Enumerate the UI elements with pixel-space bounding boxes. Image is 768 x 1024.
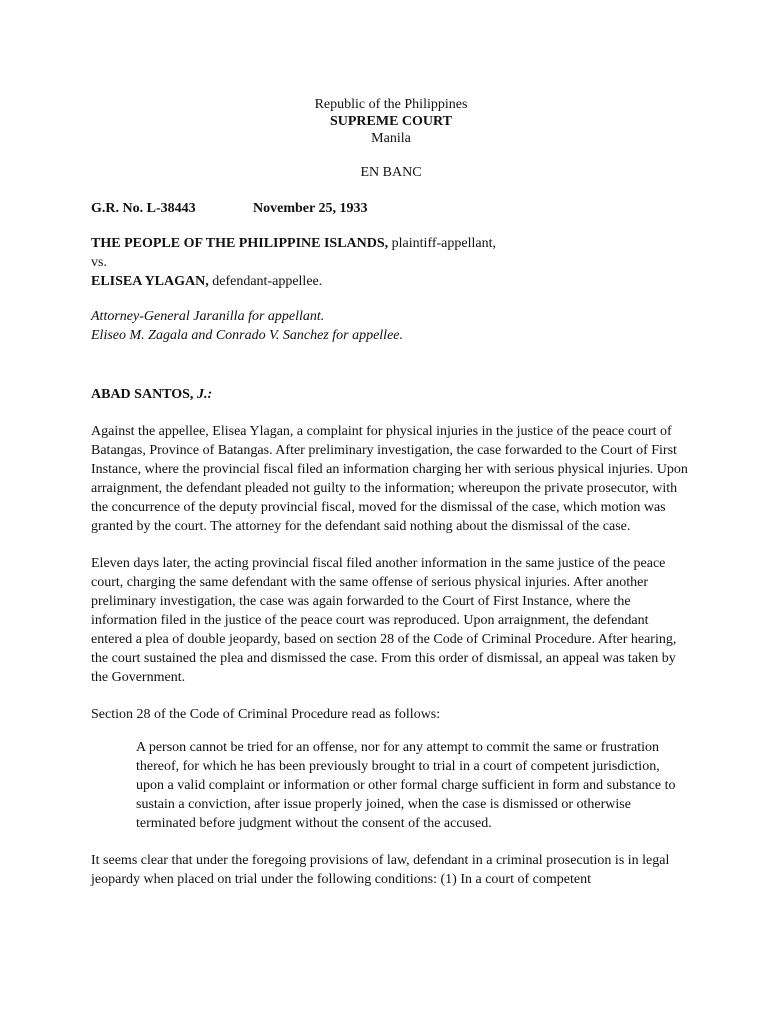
body-paragraph-3: Section 28 of the Code of Criminal Procedure read as follows: <box>91 707 441 722</box>
plaintiff-role: plaintiff-appellant, <box>388 236 496 251</box>
city-line: Manila <box>371 131 411 146</box>
division-line: EN BANC <box>360 165 422 180</box>
case-number-line <box>91 199 691 218</box>
defendant-name: ELISEA YLAGAN, <box>91 274 209 289</box>
body-paragraph-1: Against the appellee, Elisea Ylagan, a complaint for physical injuries in the justice of the peace court of Batangas, Province of Batangas. After preliminary investigation, the case forwarded to the Court of First Instance, where the provincial fiscal filed an information charging her with serious physical injuries. Upon arraignment, the defendant pleaded not guilty to the information; whereupon the private prosecutor, with the concurrence of the deputy provincial fiscal, moved for the dismissal of the case, which motion was granted by the court. The attorney for the defendant said nothing about the dismissal of the case. <box>91 424 688 534</box>
ponente-name: ABAD SANTOS, <box>91 387 194 402</box>
plaintiff-name: THE PEOPLE OF THE PHILIPPINE ISLANDS, <box>91 236 389 251</box>
defendant-role: defendant-appellee. <box>208 274 323 289</box>
quoted-provision: A person cannot be tried for an offense, nor for any attempt to commit the same or frustration thereof, for which he has been previously brought to trial in a court of competent jurisdiction, upon a valid complaint or information or other formal charge sufficient in form and substance to sustain a conviction, after issue properly joined, when the case is dismissed or otherwise terminated before judgment without the consent of the accused. <box>136 740 676 831</box>
defendant-line <box>91 272 691 291</box>
case-parties <box>91 234 691 291</box>
counsel-block <box>91 307 691 345</box>
republic-line: Republic of the Philippines <box>314 97 468 112</box>
document-header <box>91 96 691 181</box>
counsel-appellee: Eliseo M. Zagala and Conrado V. Sanchez for appellee. <box>91 328 403 343</box>
body-paragraph-2: Eleven days later, the acting provincial fiscal filed another information in the same justice of the peace court, charging the same defendant with the same offense of serious physical injuries. After another preliminary investigation, the case was again forwarded to the Court of First Instance, where the information filed in the justice of the peace court was reproduced. Upon arraignment, the defendant entered a plea of double jeopardy, based on section 28 of the Code of Criminal Procedure. After hearing, the court sustained the plea and dismissed the case. From this order of dismissal, an appeal was taken by the Government. <box>91 556 677 685</box>
plaintiff-line <box>91 234 691 253</box>
decision-date: November 25, 1933 <box>253 201 368 216</box>
court-name: SUPREME COURT <box>329 114 452 129</box>
document-page <box>91 96 691 889</box>
counsel-appellant: Attorney-General Jaranilla for appellant. <box>91 309 325 324</box>
ponente-title: J.: <box>193 387 213 402</box>
ponente-line <box>91 385 691 404</box>
gr-number: G.R. No. L-38443 <box>91 201 196 216</box>
body-paragraph-4: It seems clear that under the foregoing provisions of law, defendant in a criminal prosecution is in legal jeopardy when placed on trial under the following conditions: (1) In a court of competent <box>91 853 670 887</box>
versus-line: vs. <box>91 255 107 270</box>
